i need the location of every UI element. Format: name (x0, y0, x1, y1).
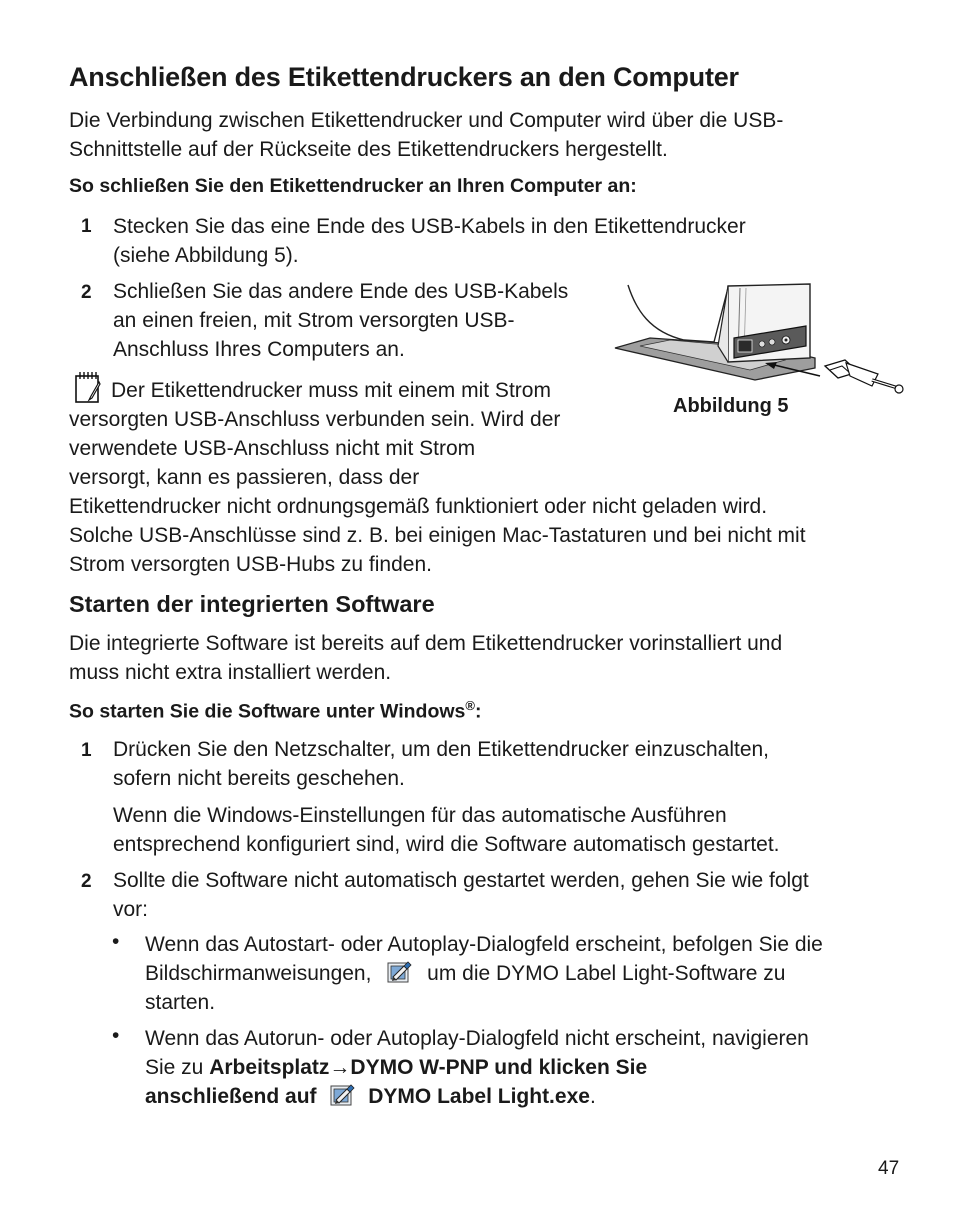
note-line: verwendete USB-Anschluss nicht mit Strom (69, 437, 476, 460)
step-text: entsprechend konfiguriert sind, wird die Software automatisch gestartet. (113, 833, 780, 856)
step-number: 2 (81, 282, 92, 303)
step-number: 1 (81, 216, 92, 237)
step-text: Schließen Sie das andere Ende des USB-Kabels (113, 280, 569, 303)
bullet: • (112, 1024, 120, 1047)
step-number: 1 (81, 740, 92, 761)
page-number: 47 (878, 1158, 900, 1179)
note-line: versorgten USB-Anschluss verbunden sein. Wird der (69, 408, 561, 431)
bullet-text: starten. (145, 991, 216, 1014)
step-text: Sollte die Software nicht automatisch gestartet werden, gehen Sie wie folgt (113, 869, 809, 892)
note-line: Etikettendrucker nicht ordnungsgemäß funktioniert oder nicht geladen wird. (69, 495, 768, 518)
dymo-label-light-icon (387, 960, 413, 984)
dymo-label-light-icon (330, 1083, 356, 1107)
step-text: Stecken Sie das eine Ende des USB-Kabels in den Etikettendrucker (113, 215, 746, 238)
exe-name: DYMO Label Light.exe (368, 1085, 590, 1108)
step-number: 2 (81, 871, 92, 892)
step-text: Drücken Sie den Netzschalter, um den Etikettendrucker einzuschalten, (113, 738, 770, 761)
bullet-text: Sie zu Arbeitsplatz→DYMO W-PNP und klicken Sie (145, 1056, 648, 1079)
section-title: Starten der integrierten Software (69, 591, 435, 617)
step-text: Anschluss Ihres Computers an. (113, 338, 405, 361)
procedure-heading: So schließen Sie den Etikettendrucker an Ihren Computer an: (69, 175, 637, 197)
step-text: an einen freien, mit Strom versorgten USB- (113, 309, 515, 332)
note-icon (73, 370, 103, 404)
note-line: Strom versorgten USB-Hubs zu finden. (69, 553, 432, 576)
path-link: Arbeitsplatz (209, 1056, 330, 1079)
bullet-text: Bildschirmanweisungen, um die DYMO Label Light-Software zu (145, 962, 786, 985)
usb-connection-illustration (610, 280, 906, 402)
intro-line-2: muss nicht extra installiert werden. (69, 661, 392, 684)
intro-line-1: Die integrierte Software ist bereits auf dem Etikettendrucker vorinstalliert und (69, 632, 783, 655)
bullet-text: anschließend auf DYMO Label Light.exe. (145, 1085, 596, 1108)
section-title: Anschließen des Etikettendruckers an den Computer (69, 62, 739, 92)
note-line: Solche USB-Anschlüsse sind z. B. bei einigen Mac-Tastaturen und bei nicht mit (69, 524, 806, 547)
step-text: vor: (113, 898, 149, 921)
arrow: → (329, 1056, 351, 1079)
intro-line-1: Die Verbindung zwischen Etikettendrucker und Computer wird über die USB- (69, 109, 784, 132)
step-text: sofern nicht bereits geschehen. (113, 767, 405, 790)
figure-caption: Abbildung 5 (673, 395, 789, 417)
step-text: Wenn die Windows-Einstellungen für das automatische Ausführen (113, 804, 727, 827)
step-text: (siehe Abbildung 5). (113, 244, 299, 267)
bullet-text: Wenn das Autostart- oder Autoplay-Dialogfeld erscheint, befolgen Sie die (145, 933, 823, 956)
bullet: • (112, 930, 120, 953)
procedure-heading: So starten Sie die Software unter Windows®: (69, 698, 482, 723)
bullet-text: Wenn das Autorun- oder Autoplay-Dialogfeld nicht erscheint, navigieren (145, 1027, 809, 1050)
note-line: versorgt, kann es passieren, dass der (69, 466, 420, 489)
note-line: Der Etikettendrucker muss mit einem mit Strom (111, 379, 551, 402)
intro-line-2: Schnittstelle auf der Rückseite des Etikettendruckers hergestellt. (69, 138, 668, 161)
